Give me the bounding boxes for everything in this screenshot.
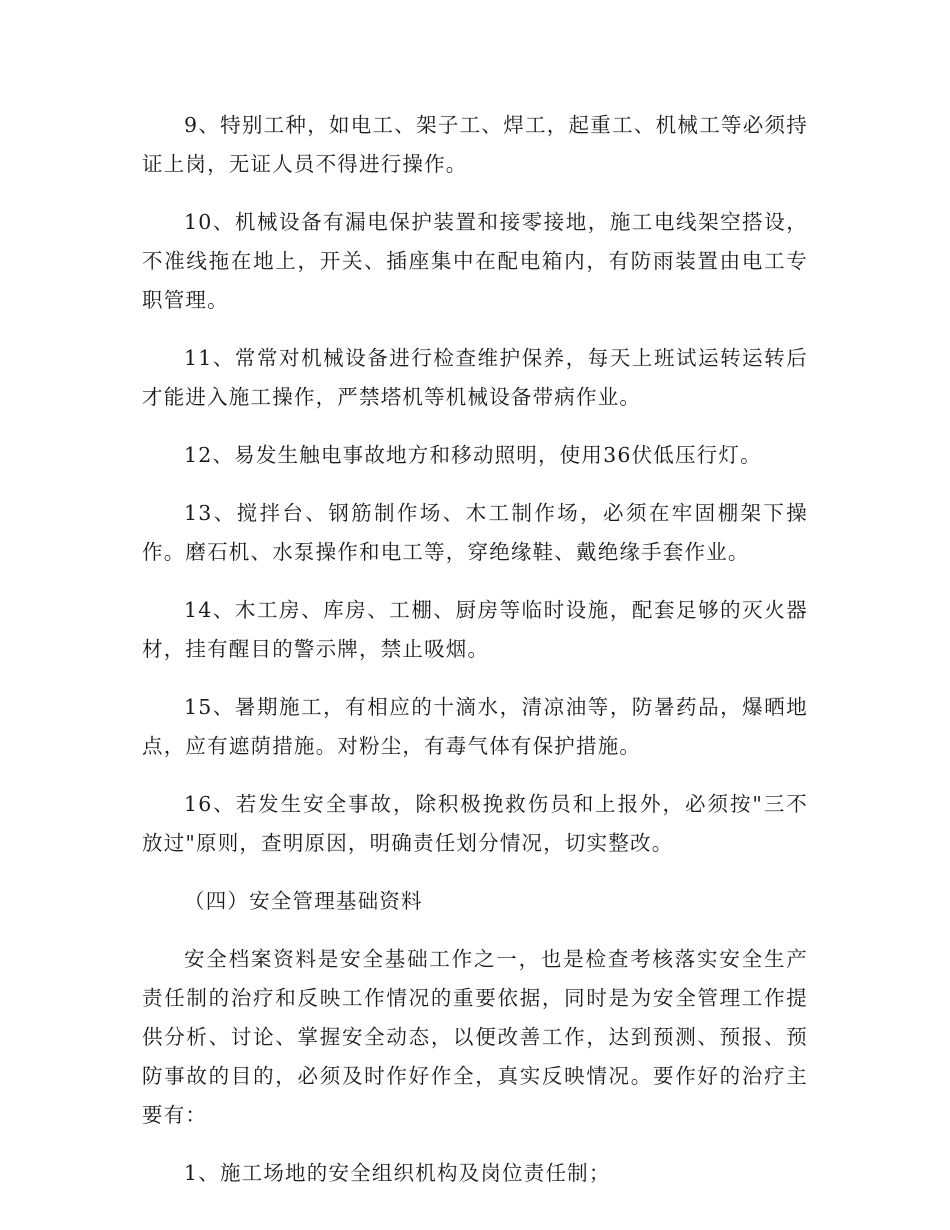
paragraph-item-11: 11、常常对机械设备进行检查维护保养，每天上班试运转运转后才能进入施工操作，严禁塔机等机械设备带病作业。 (142, 346, 808, 409)
paragraph-item-10: 10、机械设备有漏电保护装置和接零接地，施工电线架空搭设，不准线拖在地上，开关、插座集中在配电箱内，有防雨装置由电工专职管理。 (142, 210, 808, 312)
paragraph-item-9: 9、特别工种，如电工、架子工、焊工，起重工、机械工等必须持证上岗，无证人员不得进行操作。 (142, 113, 808, 176)
paragraph-item-13: 13、搅拌台、钢筋制作场、木工制作场，必须在牢固棚架下操作。磨石机、水泵操作和电工等，穿绝缘鞋、戴绝缘手套作业。 (142, 501, 808, 564)
paragraph-intro: 安全档案资料是安全基础工作之一，也是检查考核落实安全生产责任制的治疗和反映工作情况的重要依据，同时是为安全管理工作提供分析、讨论、掌握安全动态，以便改善工作，达到预测、预报、预防事故的目的，必须及时作好作全，真实反映情况。要作好的治疗主要有： (142, 947, 808, 1127)
paragraph-item-16: 16、若发生安全事故，除积极挽救伤员和上报外，必须按"三不放过"原则，查明原因，明确责任划分情况，切实整改。 (142, 792, 808, 855)
paragraph-item-15: 15、暑期施工，有相应的十滴水，清凉油等，防暑药品，爆晒地点，应有遮荫措施。对粉尘，有毒气体有保护措施。 (142, 695, 808, 758)
paragraph-item-14: 14、木工房、库房、工棚、厨房等临时设施，配套足够的灭火器材，挂有醒目的警示牌，禁止吸烟。 (142, 598, 808, 661)
section-heading: （四）安全管理基础资料 (184, 889, 423, 913)
paragraph-list-item-1: 1、施工场地的安全组织机构及岗位责任制； (184, 1161, 611, 1185)
document-page (142, 106, 808, 1212)
paragraph-item-12: 12、易发生触电事故地方和移动照明，使用36伏低压行灯。 (184, 443, 762, 467)
